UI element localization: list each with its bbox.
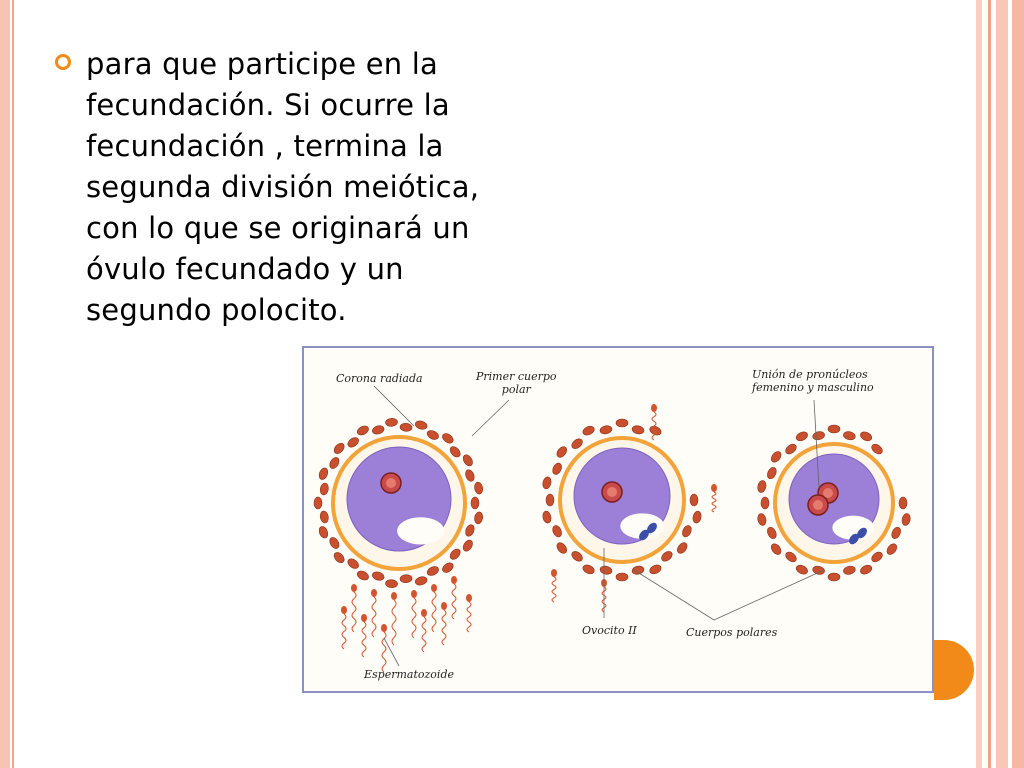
cell-1-sperm-tail [432, 592, 436, 632]
cell-1-follicle-cell [371, 424, 385, 435]
cell-2-sperm-head [711, 484, 717, 492]
cell-1-sperm-tail [372, 597, 376, 637]
cell-1-follicle-cell [448, 445, 462, 459]
cell-1-follicle-cell [314, 497, 322, 509]
slide-body-text: para que participe en la fecundación. Si ocurre la fecundación , termina la segunda división meiótica, con lo que se originará un óvulo fecundado y un segundo polocito. [86, 47, 480, 327]
cell-3-follicle-cell [757, 513, 767, 526]
label-corona-radiada: Corona radiada [336, 372, 423, 385]
cell-1-follicle-cell [319, 510, 329, 523]
cell-2-follicle-cell [599, 425, 612, 435]
cell-3-follicle-cell [761, 497, 769, 509]
cell-1-follicle-cell [318, 467, 330, 481]
cell-3-follicle-cell [757, 480, 767, 493]
cell-1-follicle-cell [319, 482, 329, 495]
cell-1-sperm-tail [452, 584, 456, 619]
cell-1-follicle-cell [346, 557, 360, 571]
cell-1-follicle-cell [385, 418, 398, 427]
cell-3-nucleolus [813, 500, 823, 510]
cell-1-follicle-cell [426, 429, 440, 442]
cell-2-follicle-cell [660, 549, 674, 563]
cell-3-follicle-cell [885, 542, 899, 556]
cell-1-sperm-tail [392, 600, 396, 645]
cell-3-follicle-cell [784, 442, 798, 456]
cell-1-follicle-cell [464, 523, 476, 537]
cell-2-follicle-cell [648, 424, 662, 436]
cell-2-follicle-cell [692, 510, 702, 523]
cell-3-follicle-cell [769, 450, 783, 464]
cell-1-sperm-head [341, 606, 347, 614]
cell-1-follicle-cell [371, 571, 385, 582]
cell-2-follicle-cell [616, 573, 628, 581]
cell-2-follicle-cell [690, 494, 698, 506]
cell-1-follicle-cell [414, 575, 428, 586]
cell-1-follicle-cell [318, 525, 330, 539]
cell-1-sperm-head [451, 576, 457, 584]
cell-2-follicle-cell [599, 565, 612, 575]
cell-1-follicle-cell [332, 550, 346, 564]
cell-2-follicle-cell [648, 563, 662, 575]
label-ovocito-ii: Ovocito II [582, 624, 637, 637]
cell-3-follicle-cell [812, 430, 825, 440]
cell-2-follicle-cell [631, 565, 644, 575]
cell-3-follicle-cell [828, 425, 840, 433]
label-primer-cuerpo-polar: Primer cuerpo polar [476, 370, 557, 396]
cell-1-sperm-head [411, 590, 417, 598]
cell-2-sperm-tail [552, 577, 556, 602]
cell-3-follicle-cell [843, 565, 856, 575]
cell-1-notch [397, 517, 444, 544]
cell-3-follicle-cell [795, 430, 809, 442]
cell-1-follicle-cell [356, 424, 370, 437]
label-espermatozoide: Espermatozoide [364, 668, 455, 681]
cell-1-follicle-cell [414, 420, 428, 431]
cell-1-follicle-cell [464, 469, 476, 483]
cell-2-follicle-cell [675, 541, 689, 555]
label-union-pronucleos: Unión de pronúcleos femenino y masculino [752, 368, 874, 394]
cell-1-sperm-tail [342, 614, 346, 649]
cell-1-sperm-head [441, 602, 447, 610]
cell-1-sperm-head [391, 592, 397, 600]
diagram-svg [304, 348, 936, 695]
cell-1-sperm-head [361, 614, 367, 622]
cell-2-follicle-cell [546, 494, 554, 506]
cell-2-follicle-cell [551, 524, 563, 538]
cell-1-sperm-head [421, 609, 427, 617]
cell-1-follicle-cell [461, 538, 474, 552]
cell-1-follicle-cell [471, 497, 479, 509]
cell-1-follicle-cell [400, 423, 413, 432]
cell-1-sperm-tail [412, 598, 416, 638]
cell-1-sperm-tail [467, 602, 471, 632]
cell-2-follicle-cell [542, 476, 552, 489]
cell-2-follicle-cell [551, 462, 563, 476]
cell-3-follicle-cell [766, 526, 778, 540]
cell-3-follicle-cell [766, 466, 778, 480]
cell-1-sperm-tail [352, 592, 356, 632]
cell-1-follicle-cell [400, 574, 413, 583]
cell-1-follicle-cell [385, 579, 398, 588]
bullet-icon [55, 54, 71, 70]
left-decorative-border [0, 0, 18, 768]
cell-2-follicle-cell [570, 437, 584, 451]
cell-1-sperm-tail [362, 622, 366, 657]
cell-2-follicle-cell [681, 524, 693, 538]
cell-1-sperm-head [466, 594, 472, 602]
corner-accent-shape [934, 640, 974, 700]
cell-3-follicle-cell [901, 513, 911, 526]
cell-1-follicle-cell [441, 561, 455, 575]
cell-2-follicle-cell [631, 425, 644, 435]
cell-3-follicle-cell [769, 542, 783, 556]
label-cuerpos-polares: Cuerpos polares [686, 626, 778, 639]
cell-2-sperm-tail [712, 492, 716, 512]
cell-2-sperm-head [551, 569, 557, 577]
cell-1-follicle-cell [328, 456, 341, 470]
cell-1-follicle-cell [474, 511, 484, 524]
cell-3-follicle-cell [784, 550, 798, 564]
fertilization-diagram [302, 346, 934, 693]
cell-1-sperm-tail [422, 617, 426, 652]
cell-2-follicle-cell [555, 541, 569, 555]
cell-2-follicle-cell [581, 563, 595, 575]
cell-3-follicle-cell [843, 430, 856, 440]
cell-1-nucleolus [386, 478, 396, 488]
cell-2-follicle-cell [570, 549, 584, 563]
cell-2-follicle-cell [542, 510, 552, 523]
cell-1-follicle-cell [346, 436, 360, 450]
cell-2-nucleolus [607, 487, 617, 497]
cell-3-follicle-cell [795, 563, 809, 575]
cell-3-follicle-cell [870, 442, 884, 456]
cell-1-follicle-cell [441, 432, 455, 446]
cell-2-follicle-cell [581, 424, 595, 436]
cell-3-follicle-cell [859, 563, 873, 575]
cell-1-sperm-head [431, 584, 437, 592]
cell-3-follicle-cell [870, 550, 884, 564]
cell-2-sperm-head [651, 404, 657, 412]
cell-1-follicle-cell [332, 441, 346, 455]
cell-1-follicle-cell [328, 536, 341, 550]
cell-1-sperm-head [381, 624, 387, 632]
cell-2-follicle-cell [616, 419, 628, 427]
right-decorative-border [976, 0, 1024, 768]
cell-3-follicle-cell [899, 497, 907, 509]
cell-1-follicle-cell [461, 453, 474, 467]
cell-1-sperm-head [371, 589, 377, 597]
cell-1-sperm-tail [442, 610, 446, 645]
cell-1-follicle-cell [356, 569, 370, 582]
cell-1-follicle-cell [426, 565, 440, 578]
cell-2-follicle-cell [555, 445, 569, 459]
cell-3-follicle-cell [859, 430, 873, 442]
cell-3-follicle-cell [828, 573, 840, 581]
cell-1-sperm-head [351, 584, 357, 592]
cell-1-follicle-cell [474, 481, 484, 494]
cell-1-follicle-cell [448, 547, 462, 561]
cell-3-follicle-cell [890, 526, 902, 540]
